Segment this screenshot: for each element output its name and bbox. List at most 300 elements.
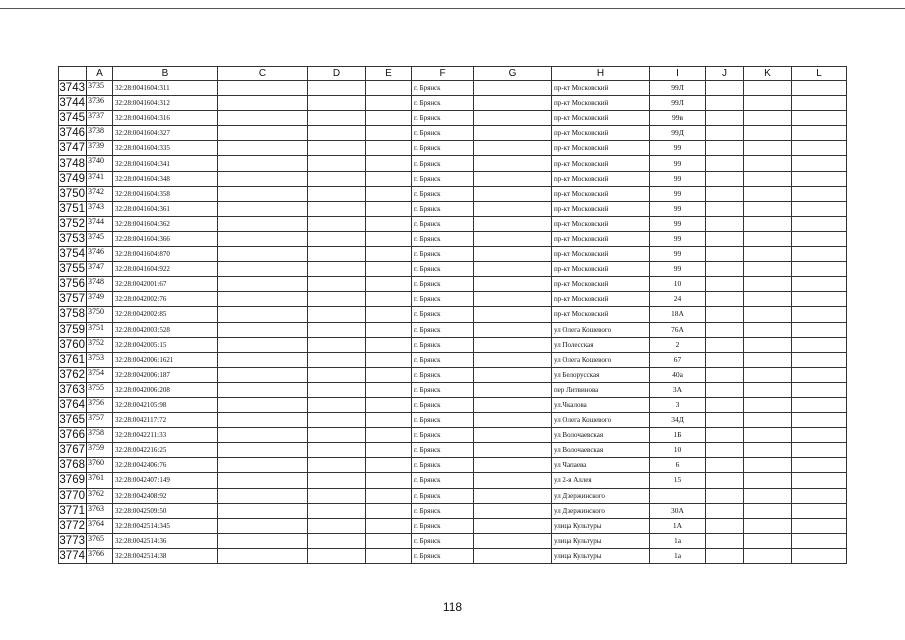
cell-h[interactable]: пр-кт Московский xyxy=(552,171,650,186)
cell-i[interactable]: 99Л xyxy=(650,81,706,96)
cell-c[interactable] xyxy=(218,216,308,231)
cell-b[interactable]: 32:28:0042514:38 xyxy=(113,548,218,563)
cell-a[interactable]: 3755 xyxy=(87,382,113,397)
cell-k[interactable] xyxy=(744,126,792,141)
cell-a[interactable]: 3763 xyxy=(87,503,113,518)
cell-i[interactable]: 99Л xyxy=(650,96,706,111)
row-number[interactable]: 3766 xyxy=(59,429,85,442)
cell-g[interactable] xyxy=(474,292,552,307)
cell-h[interactable]: пр-кт Московский xyxy=(552,186,650,201)
cell-l[interactable] xyxy=(792,503,847,518)
cell-a[interactable]: 3752 xyxy=(87,337,113,352)
column-header-a[interactable]: A xyxy=(87,67,113,81)
cell-f[interactable]: г. Брянск xyxy=(412,503,474,518)
cell-g[interactable] xyxy=(474,352,552,367)
cell-i[interactable]: 1А xyxy=(650,518,706,533)
cell-d[interactable] xyxy=(308,262,366,277)
cell-j[interactable] xyxy=(706,292,744,307)
row-number[interactable]: 3753 xyxy=(59,232,85,245)
cell-h[interactable]: пр-кт Московский xyxy=(552,262,650,277)
cell-k[interactable] xyxy=(744,473,792,488)
cell-a[interactable]: 3760 xyxy=(87,458,113,473)
cell-i[interactable]: 99 xyxy=(650,201,706,216)
cell-d[interactable] xyxy=(308,81,366,96)
cell-c[interactable] xyxy=(218,337,308,352)
cell-d[interactable] xyxy=(308,307,366,322)
cell-d[interactable] xyxy=(308,518,366,533)
cell-h[interactable]: пер Литвинова xyxy=(552,382,650,397)
cell-k[interactable] xyxy=(744,413,792,428)
cell-g[interactable] xyxy=(474,156,552,171)
cell-e[interactable] xyxy=(366,171,412,186)
column-header-c[interactable]: C xyxy=(218,67,308,81)
cell-a[interactable]: 3764 xyxy=(87,518,113,533)
cell-b[interactable]: 32:28:0041604:366 xyxy=(113,231,218,246)
cell-c[interactable] xyxy=(218,96,308,111)
row-number[interactable]: 3762 xyxy=(59,368,85,381)
cell-e[interactable] xyxy=(366,292,412,307)
cell-i[interactable]: 99 xyxy=(650,247,706,262)
cell-f[interactable]: г. Брянск xyxy=(412,413,474,428)
cell-c[interactable] xyxy=(218,262,308,277)
cell-i[interactable]: 10 xyxy=(650,277,706,292)
cell-j[interactable] xyxy=(706,126,744,141)
cell-c[interactable] xyxy=(218,533,308,548)
cell-f[interactable]: г. Брянск xyxy=(412,126,474,141)
cell-e[interactable] xyxy=(366,277,412,292)
cell-k[interactable] xyxy=(744,322,792,337)
row-number[interactable]: 3747 xyxy=(59,142,85,155)
cell-f[interactable]: г. Брянск xyxy=(412,231,474,246)
cell-a[interactable]: 3751 xyxy=(87,322,113,337)
cell-e[interactable] xyxy=(366,141,412,156)
cell-c[interactable] xyxy=(218,352,308,367)
cell-l[interactable] xyxy=(792,443,847,458)
cell-a[interactable]: 3735 xyxy=(87,81,113,96)
cell-h[interactable]: ул Олега Кошевого xyxy=(552,352,650,367)
column-header-e[interactable]: E xyxy=(366,67,412,81)
cell-d[interactable] xyxy=(308,443,366,458)
row-number[interactable]: 3749 xyxy=(59,172,85,185)
cell-e[interactable] xyxy=(366,111,412,126)
cell-b[interactable]: 32:28:0042006:208 xyxy=(113,382,218,397)
cell-l[interactable] xyxy=(792,171,847,186)
cell-c[interactable] xyxy=(218,322,308,337)
cell-c[interactable] xyxy=(218,231,308,246)
cell-c[interactable] xyxy=(218,473,308,488)
cell-e[interactable] xyxy=(366,533,412,548)
cell-g[interactable] xyxy=(474,141,552,156)
cell-i[interactable]: 99 xyxy=(650,262,706,277)
cell-a[interactable]: 3749 xyxy=(87,292,113,307)
cell-j[interactable] xyxy=(706,488,744,503)
cell-k[interactable] xyxy=(744,277,792,292)
cell-d[interactable] xyxy=(308,397,366,412)
column-header-d[interactable]: D xyxy=(308,67,366,81)
cell-j[interactable] xyxy=(706,367,744,382)
cell-f[interactable]: г. Брянск xyxy=(412,141,474,156)
cell-i[interactable]: 1Б xyxy=(650,428,706,443)
cell-e[interactable] xyxy=(366,216,412,231)
cell-c[interactable] xyxy=(218,307,308,322)
cell-k[interactable] xyxy=(744,186,792,201)
cell-l[interactable] xyxy=(792,382,847,397)
cell-g[interactable] xyxy=(474,186,552,201)
cell-i[interactable]: 99 xyxy=(650,141,706,156)
cell-l[interactable] xyxy=(792,488,847,503)
cell-k[interactable] xyxy=(744,201,792,216)
column-header-i[interactable]: I xyxy=(650,67,706,81)
cell-f[interactable]: г. Брянск xyxy=(412,292,474,307)
cell-l[interactable] xyxy=(792,96,847,111)
row-number[interactable]: 3745 xyxy=(59,112,85,125)
cell-b[interactable]: 32:28:0042514:36 xyxy=(113,533,218,548)
cell-f[interactable]: г. Брянск xyxy=(412,352,474,367)
cell-a[interactable]: 3739 xyxy=(87,141,113,156)
cell-j[interactable] xyxy=(706,458,744,473)
cell-a[interactable]: 3757 xyxy=(87,413,113,428)
cell-j[interactable] xyxy=(706,247,744,262)
cell-g[interactable] xyxy=(474,473,552,488)
cell-j[interactable] xyxy=(706,171,744,186)
cell-b[interactable]: 32:28:0042514:345 xyxy=(113,518,218,533)
cell-c[interactable] xyxy=(218,156,308,171)
cell-a[interactable]: 3762 xyxy=(87,488,113,503)
cell-b[interactable]: 32:28:0041604:348 xyxy=(113,171,218,186)
cell-k[interactable] xyxy=(744,548,792,563)
cell-h[interactable]: ул Волочаевская xyxy=(552,443,650,458)
column-header-k[interactable]: K xyxy=(744,67,792,81)
cell-b[interactable]: 32:28:0041604:361 xyxy=(113,201,218,216)
cell-j[interactable] xyxy=(706,352,744,367)
cell-i[interactable]: 99 xyxy=(650,231,706,246)
cell-b[interactable]: 32:28:0042002:76 xyxy=(113,292,218,307)
cell-e[interactable] xyxy=(366,548,412,563)
cell-e[interactable] xyxy=(366,413,412,428)
row-number[interactable]: 3768 xyxy=(59,459,85,472)
cell-h[interactable]: ул Чапаева xyxy=(552,458,650,473)
cell-l[interactable] xyxy=(792,307,847,322)
cell-a[interactable]: 3737 xyxy=(87,111,113,126)
column-header-h[interactable]: H xyxy=(552,67,650,81)
cell-b[interactable]: 32:28:0041604:870 xyxy=(113,247,218,262)
cell-a[interactable]: 3746 xyxy=(87,247,113,262)
cell-a[interactable]: 3742 xyxy=(87,186,113,201)
cell-d[interactable] xyxy=(308,171,366,186)
cell-h[interactable]: пр-кт Московский xyxy=(552,111,650,126)
column-header-f[interactable]: F xyxy=(412,67,474,81)
cell-i[interactable]: 34Д xyxy=(650,413,706,428)
cell-f[interactable]: г. Брянск xyxy=(412,443,474,458)
row-number[interactable]: 3752 xyxy=(59,217,85,230)
cell-d[interactable] xyxy=(308,413,366,428)
cell-b[interactable]: 32:28:0042407:149 xyxy=(113,473,218,488)
cell-b[interactable]: 32:28:0042006:187 xyxy=(113,367,218,382)
cell-a[interactable]: 3743 xyxy=(87,201,113,216)
cell-d[interactable] xyxy=(308,141,366,156)
row-number[interactable]: 3772 xyxy=(59,519,85,532)
cell-g[interactable] xyxy=(474,216,552,231)
cell-f[interactable]: г. Брянск xyxy=(412,307,474,322)
cell-c[interactable] xyxy=(218,443,308,458)
cell-j[interactable] xyxy=(706,201,744,216)
cell-e[interactable] xyxy=(366,81,412,96)
cell-d[interactable] xyxy=(308,156,366,171)
cell-d[interactable] xyxy=(308,247,366,262)
cell-f[interactable]: г. Брянск xyxy=(412,81,474,96)
row-number[interactable]: 3754 xyxy=(59,248,85,261)
cell-l[interactable] xyxy=(792,458,847,473)
cell-a[interactable]: 3741 xyxy=(87,171,113,186)
cell-b[interactable]: 32:28:0042216:25 xyxy=(113,443,218,458)
cell-j[interactable] xyxy=(706,473,744,488)
cell-i[interactable]: 1а xyxy=(650,548,706,563)
cell-j[interactable] xyxy=(706,141,744,156)
cell-b[interactable]: 32:28:0041604:327 xyxy=(113,126,218,141)
cell-i[interactable]: 99 xyxy=(650,171,706,186)
cell-h[interactable]: ул Белорусская xyxy=(552,367,650,382)
cell-a[interactable]: 3753 xyxy=(87,352,113,367)
cell-h[interactable]: улица Культуры xyxy=(552,533,650,548)
cell-b[interactable]: 32:28:0041604:316 xyxy=(113,111,218,126)
cell-c[interactable] xyxy=(218,126,308,141)
row-number[interactable]: 3761 xyxy=(59,353,85,366)
cell-h[interactable]: пр-кт Московский xyxy=(552,156,650,171)
row-number[interactable]: 3764 xyxy=(59,399,85,412)
cell-i[interactable]: 6 xyxy=(650,458,706,473)
cell-j[interactable] xyxy=(706,111,744,126)
cell-c[interactable] xyxy=(218,141,308,156)
cell-g[interactable] xyxy=(474,201,552,216)
cell-k[interactable] xyxy=(744,247,792,262)
cell-g[interactable] xyxy=(474,171,552,186)
cell-h[interactable]: ул Волочаевская xyxy=(552,428,650,443)
cell-b[interactable]: 32:28:0042105:98 xyxy=(113,397,218,412)
cell-f[interactable]: г. Брянск xyxy=(412,277,474,292)
cell-i[interactable]: 99в xyxy=(650,111,706,126)
cell-b[interactable]: 32:28:0041604:335 xyxy=(113,141,218,156)
cell-c[interactable] xyxy=(218,382,308,397)
cell-k[interactable] xyxy=(744,81,792,96)
cell-e[interactable] xyxy=(366,262,412,277)
row-number[interactable]: 3770 xyxy=(59,489,85,502)
cell-i[interactable]: 24 xyxy=(650,292,706,307)
cell-g[interactable] xyxy=(474,397,552,412)
cell-g[interactable] xyxy=(474,367,552,382)
cell-k[interactable] xyxy=(744,292,792,307)
column-header-j[interactable]: J xyxy=(706,67,744,81)
cell-i[interactable]: 99Д xyxy=(650,126,706,141)
cell-g[interactable] xyxy=(474,96,552,111)
cell-h[interactable]: пр-кт Московский xyxy=(552,96,650,111)
cell-k[interactable] xyxy=(744,533,792,548)
cell-l[interactable] xyxy=(792,186,847,201)
cell-g[interactable] xyxy=(474,458,552,473)
cell-b[interactable]: 32:28:0041604:341 xyxy=(113,156,218,171)
cell-f[interactable]: г. Брянск xyxy=(412,201,474,216)
cell-l[interactable] xyxy=(792,262,847,277)
cell-g[interactable] xyxy=(474,337,552,352)
cell-l[interactable] xyxy=(792,397,847,412)
cell-k[interactable] xyxy=(744,337,792,352)
cell-f[interactable]: г. Брянск xyxy=(412,533,474,548)
cell-h[interactable]: ул Дзержинского xyxy=(552,488,650,503)
cell-i[interactable] xyxy=(650,488,706,503)
row-number[interactable]: 3773 xyxy=(59,534,85,547)
cell-f[interactable]: г. Брянск xyxy=(412,111,474,126)
cell-a[interactable]: 3754 xyxy=(87,367,113,382)
cell-b[interactable]: 32:28:0042211:33 xyxy=(113,428,218,443)
cell-d[interactable] xyxy=(308,231,366,246)
cell-b[interactable]: 32:28:0042006:1621 xyxy=(113,352,218,367)
cell-i[interactable]: 15 xyxy=(650,473,706,488)
cell-h[interactable]: ул Олега Кошевого xyxy=(552,413,650,428)
cell-f[interactable]: г. Брянск xyxy=(412,548,474,563)
cell-f[interactable]: г. Брянск xyxy=(412,428,474,443)
cell-d[interactable] xyxy=(308,126,366,141)
cell-c[interactable] xyxy=(218,413,308,428)
cell-e[interactable] xyxy=(366,382,412,397)
cell-a[interactable]: 3745 xyxy=(87,231,113,246)
cell-d[interactable] xyxy=(308,292,366,307)
cell-c[interactable] xyxy=(218,488,308,503)
cell-k[interactable] xyxy=(744,458,792,473)
cell-g[interactable] xyxy=(474,81,552,96)
cell-e[interactable] xyxy=(366,186,412,201)
cell-b[interactable]: 32:28:0041604:312 xyxy=(113,96,218,111)
cell-f[interactable]: г. Брянск xyxy=(412,322,474,337)
cell-e[interactable] xyxy=(366,367,412,382)
cell-d[interactable] xyxy=(308,201,366,216)
cell-d[interactable] xyxy=(308,216,366,231)
cell-c[interactable] xyxy=(218,81,308,96)
cell-l[interactable] xyxy=(792,141,847,156)
cell-b[interactable]: 32:28:0042001:67 xyxy=(113,277,218,292)
cell-e[interactable] xyxy=(366,443,412,458)
cell-j[interactable] xyxy=(706,262,744,277)
cell-l[interactable] xyxy=(792,337,847,352)
row-number[interactable]: 3765 xyxy=(59,414,85,427)
row-number[interactable]: 3755 xyxy=(59,263,85,276)
cell-d[interactable] xyxy=(308,382,366,397)
cell-f[interactable]: г. Брянск xyxy=(412,488,474,503)
cell-i[interactable]: 67 xyxy=(650,352,706,367)
cell-d[interactable] xyxy=(308,533,366,548)
cell-e[interactable] xyxy=(366,473,412,488)
corner-cell[interactable] xyxy=(59,67,87,81)
cell-i[interactable]: 3А xyxy=(650,382,706,397)
cell-b[interactable]: 32:28:0042003:528 xyxy=(113,322,218,337)
cell-f[interactable]: г. Брянск xyxy=(412,262,474,277)
cell-a[interactable]: 3758 xyxy=(87,428,113,443)
cell-e[interactable] xyxy=(366,503,412,518)
cell-f[interactable]: г. Брянск xyxy=(412,247,474,262)
cell-j[interactable] xyxy=(706,96,744,111)
cell-g[interactable] xyxy=(474,322,552,337)
cell-l[interactable] xyxy=(792,292,847,307)
cell-f[interactable]: г. Брянск xyxy=(412,96,474,111)
cell-f[interactable]: г. Брянск xyxy=(412,518,474,533)
cell-k[interactable] xyxy=(744,488,792,503)
cell-g[interactable] xyxy=(474,247,552,262)
cell-i[interactable]: 1а xyxy=(650,533,706,548)
cell-i[interactable]: 18А xyxy=(650,307,706,322)
cell-e[interactable] xyxy=(366,201,412,216)
cell-d[interactable] xyxy=(308,352,366,367)
cell-a[interactable]: 3744 xyxy=(87,216,113,231)
cell-l[interactable] xyxy=(792,428,847,443)
cell-a[interactable]: 3740 xyxy=(87,156,113,171)
cell-i[interactable]: 2 xyxy=(650,337,706,352)
cell-b[interactable]: 32:28:0041604:362 xyxy=(113,216,218,231)
cell-j[interactable] xyxy=(706,322,744,337)
cell-i[interactable]: 76А xyxy=(650,322,706,337)
cell-i[interactable]: 3 xyxy=(650,397,706,412)
row-number[interactable]: 3756 xyxy=(59,278,85,291)
cell-e[interactable] xyxy=(366,231,412,246)
cell-c[interactable] xyxy=(218,292,308,307)
cell-l[interactable] xyxy=(792,518,847,533)
cell-g[interactable] xyxy=(474,277,552,292)
cell-h[interactable]: пр-кт Московский xyxy=(552,277,650,292)
cell-h[interactable]: пр-кт Московский xyxy=(552,247,650,262)
cell-k[interactable] xyxy=(744,262,792,277)
cell-c[interactable] xyxy=(218,171,308,186)
cell-e[interactable] xyxy=(366,96,412,111)
cell-c[interactable] xyxy=(218,397,308,412)
cell-j[interactable] xyxy=(706,548,744,563)
cell-h[interactable]: пр-кт Московский xyxy=(552,81,650,96)
cell-b[interactable]: 32:28:0042406:76 xyxy=(113,458,218,473)
cell-a[interactable]: 3747 xyxy=(87,262,113,277)
cell-i[interactable]: 40а xyxy=(650,367,706,382)
cell-e[interactable] xyxy=(366,307,412,322)
cell-d[interactable] xyxy=(308,186,366,201)
cell-b[interactable]: 32:28:0042408:92 xyxy=(113,488,218,503)
cell-a[interactable]: 3766 xyxy=(87,548,113,563)
cell-a[interactable]: 3750 xyxy=(87,307,113,322)
cell-j[interactable] xyxy=(706,307,744,322)
cell-g[interactable] xyxy=(474,111,552,126)
cell-h[interactable]: ул.Чкалова xyxy=(552,397,650,412)
cell-f[interactable]: г. Брянск xyxy=(412,171,474,186)
cell-g[interactable] xyxy=(474,443,552,458)
cell-i[interactable]: 30А xyxy=(650,503,706,518)
cell-l[interactable] xyxy=(792,367,847,382)
cell-c[interactable] xyxy=(218,458,308,473)
cell-b[interactable]: 32:28:0041604:311 xyxy=(113,81,218,96)
cell-d[interactable] xyxy=(308,503,366,518)
cell-k[interactable] xyxy=(744,171,792,186)
cell-a[interactable]: 3761 xyxy=(87,473,113,488)
cell-j[interactable] xyxy=(706,533,744,548)
cell-a[interactable]: 3756 xyxy=(87,397,113,412)
cell-l[interactable] xyxy=(792,216,847,231)
column-header-l[interactable]: L xyxy=(792,67,847,81)
cell-j[interactable] xyxy=(706,337,744,352)
row-number[interactable]: 3774 xyxy=(59,549,85,562)
cell-h[interactable]: пр-кт Московский xyxy=(552,201,650,216)
cell-a[interactable]: 3748 xyxy=(87,277,113,292)
cell-g[interactable] xyxy=(474,126,552,141)
cell-d[interactable] xyxy=(308,548,366,563)
cell-c[interactable] xyxy=(218,518,308,533)
cell-j[interactable] xyxy=(706,186,744,201)
cell-k[interactable] xyxy=(744,397,792,412)
cell-l[interactable] xyxy=(792,322,847,337)
cell-b[interactable]: 32:28:0042005:15 xyxy=(113,337,218,352)
row-number[interactable]: 3743 xyxy=(59,82,85,95)
